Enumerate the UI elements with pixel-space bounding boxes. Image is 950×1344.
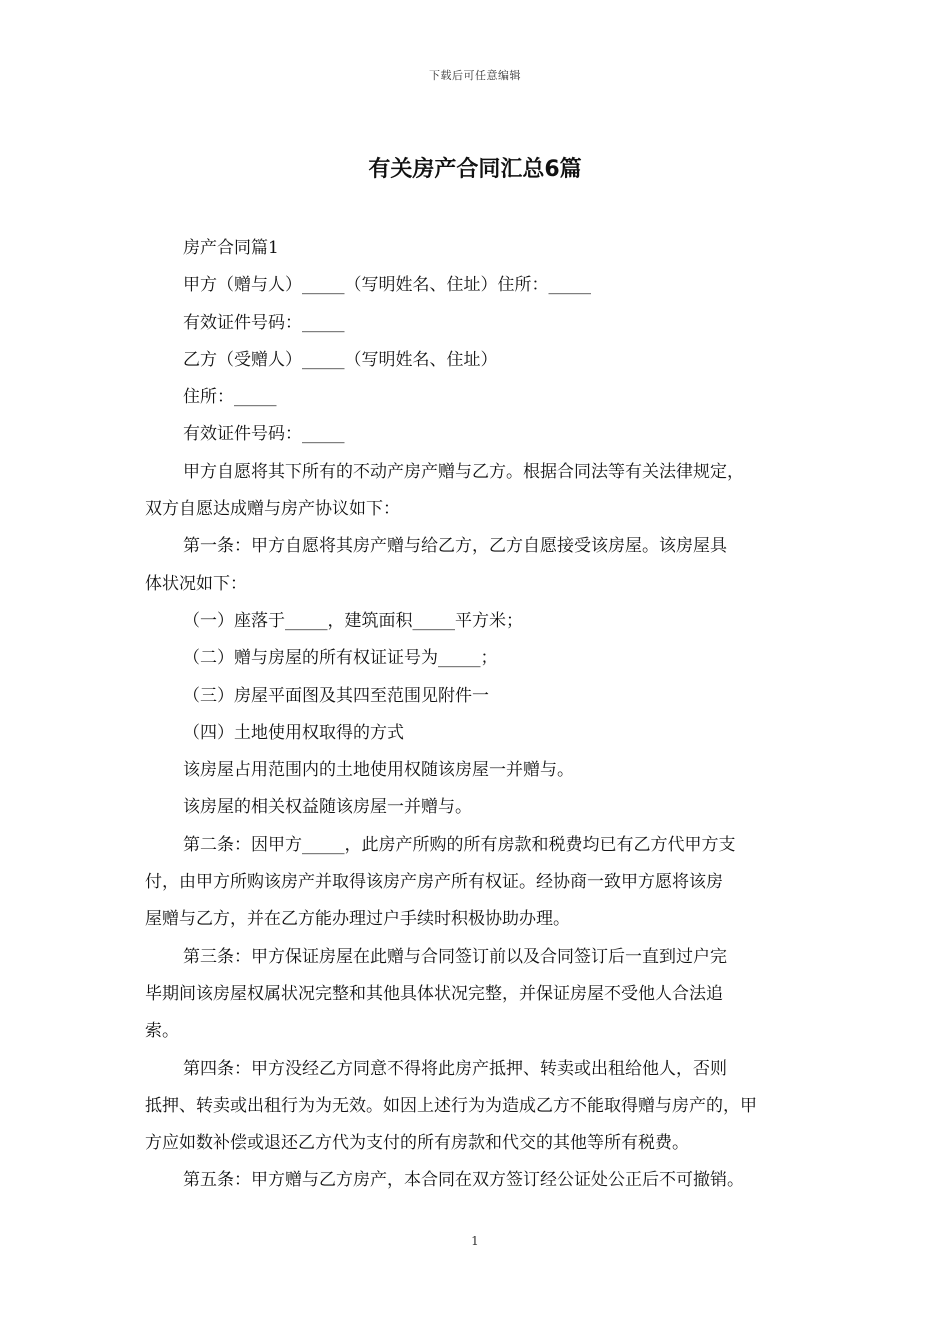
body-line: 甲方（赠与人）_____（写明姓名、住址）住所：_____	[183, 275, 591, 296]
body-line: 第三条：甲方保证房屋在此赠与合同签订前以及合同签订后一直到过户完	[183, 946, 727, 967]
page-number: 1	[471, 1234, 479, 1248]
body-line: （三）房屋平面图及其四至范围见附件一	[183, 685, 489, 706]
body-line: 该房屋的相关权益随该房屋一并赠与。	[183, 797, 472, 818]
body-line: （二）赠与房屋的所有权证证号为_____；	[183, 648, 498, 669]
contract-body	[145, 230, 825, 1200]
body-line: 抵押、转卖或出租行为为无效。如因上述行为为造成乙方不能取得赠与房产的，甲	[145, 1095, 757, 1116]
body-line: 第四条：甲方没经乙方同意不得将此房产抵押、转卖或出租给他人，否则	[183, 1058, 727, 1079]
header-note: 下载后可任意编辑	[429, 69, 521, 82]
body-line: 体状况如下：	[145, 573, 247, 594]
body-line: 乙方（受赠人）_____（写明姓名、住址）	[183, 349, 498, 370]
body-line: （四）土地使用权取得的方式	[183, 722, 404, 743]
body-line: 毕期间该房屋权属状况完整和其他具体状况完整，并保证房屋不受他人合法追	[145, 983, 723, 1004]
body-line: 第一条：甲方自愿将其房产赠与给乙方，乙方自愿接受该房屋。该房屋具	[183, 536, 727, 557]
body-line: 屋赠与乙方，并在乙方能办理过户手续时积极协助办理。	[145, 909, 570, 930]
body-line: 住所：_____	[183, 387, 277, 408]
body-line: 有效证件号码：_____	[183, 424, 345, 445]
body-line: 付，由甲方所购该房产并取得该房产房产所有权证。经协商一致甲方愿将该房	[145, 872, 723, 893]
body-line: 第五条：甲方赠与乙方房产，本合同在双方签订经公证处公正后不可撤销。	[183, 1170, 744, 1191]
body-line: 甲方自愿将其下所有的不动产房产赠与乙方。根据合同法等有关法律规定，	[183, 461, 744, 482]
body-line: 索。	[145, 1021, 179, 1042]
body-line: （一）座落于_____，建筑面积_____平方米；	[183, 610, 523, 631]
body-line: 该房屋占用范围内的土地使用权随该房屋一并赠与。	[183, 760, 574, 781]
body-line: 双方自愿达成赠与房产协议如下：	[145, 499, 400, 520]
body-line: 房产合同篇1	[183, 238, 279, 258]
body-line: 第二条：因甲方_____，此房产所购的所有房款和税费均已有乙方代甲方支	[183, 834, 736, 855]
body-line: 方应如数补偿或退还乙方代为支付的所有房款和代交的其他等所有税费。	[145, 1133, 689, 1154]
document-title: 有关房产合同汇总6篇	[368, 157, 582, 182]
body-line: 有效证件号码：_____	[183, 312, 345, 333]
